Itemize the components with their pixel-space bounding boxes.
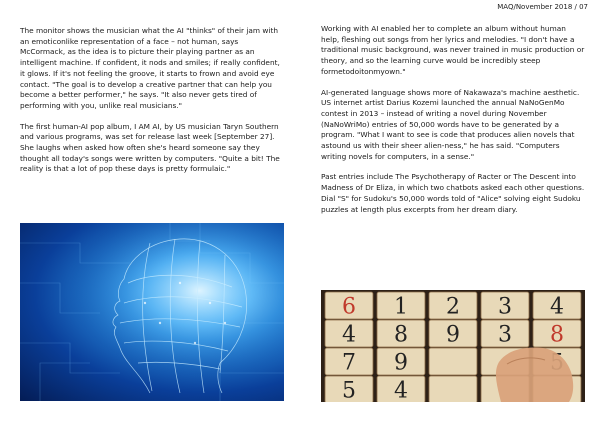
sudoku-digit: 3 [498, 322, 512, 348]
sudoku-digit: 9 [394, 350, 408, 376]
right-column [321, 24, 586, 215]
sudoku-digit: 9 [446, 322, 460, 348]
body-paragraph: The first human-AI pop album, I AM AI, by US musician Taryn Southern and various programs, was set for release last week [September 27]. She laughs when asked how often she's heard someone say they thought all today's songs were written by computers. "Quite a bit! The reality is that a lot of pop these days is pretty formulaic." [20, 121, 280, 174]
sudoku-tile [429, 348, 477, 375]
page-folio: MAQ/November 2018 / 07 [497, 3, 588, 11]
sudoku-digit: 1 [394, 294, 408, 320]
sudoku-digit: 5 [342, 378, 356, 402]
sudoku-digit: 3 [498, 294, 512, 320]
body-paragraph: Working with AI enabled her to complete an album without human help, fleshing out songs from her lyrics and melodies. "I don't have a traditional music background, was never trained in music production or theory, and so the learning curve would be incredibly steep formetodoitonmyown." [321, 24, 585, 76]
sudoku-digit: 7 [342, 350, 356, 376]
sudoku-digit: 8 [550, 322, 564, 348]
body-paragraph: AI-generated language shows more of Nakawaza's machine aesthetic. US internet artist Darius Kozemi launched the annual NaNoGenMo contest in 2013 – instead of writing a novel during November (NaNoWriMo) entries of 50,000 words have to be generated by a program. "What I want to see is code that produces alien novels that astound us with their sheer alien-ness," he has said. "Computers writing novels for computers, in a sense." [321, 87, 580, 161]
sudoku-tile [429, 376, 477, 402]
wireframe-head-image [20, 223, 284, 401]
sudoku-digit: 6 [342, 294, 356, 320]
sudoku-digit: 4 [342, 322, 356, 348]
body-paragraph: Past entries include The Psychotherapy of Racter or The Descent into Madness of Dr Eliza, in which two chatbots asked each other questions. Dial "S" for Sudoku's 50,000 words told of "Alice" solving eight Sudoku puzzles at length plus excerpts from her dream diary. [321, 172, 585, 214]
left-column [20, 26, 285, 175]
sudoku-tiles-photo [321, 290, 585, 402]
sudoku-digit: 8 [394, 322, 408, 348]
sudoku-digit: 2 [446, 294, 460, 320]
body-paragraph: The monitor shows the musician what the AI "thinks" of their jam with an emoticonlike representation of a face – not human, says McCormack, as the idea is to picture their playing partner as an intelligent machine. If confident, it nods and smiles; if really confident, it glows. If it's not feeling the groove, it starts to frown and avoid eye contact. "The goal is to develop a creative partner that can help you become a better performer," he says. "It also never gets tired of performing with you, unlike real musicians." [20, 26, 280, 110]
sudoku-digit: 4 [550, 294, 564, 320]
sudoku-digit: 4 [394, 378, 408, 402]
